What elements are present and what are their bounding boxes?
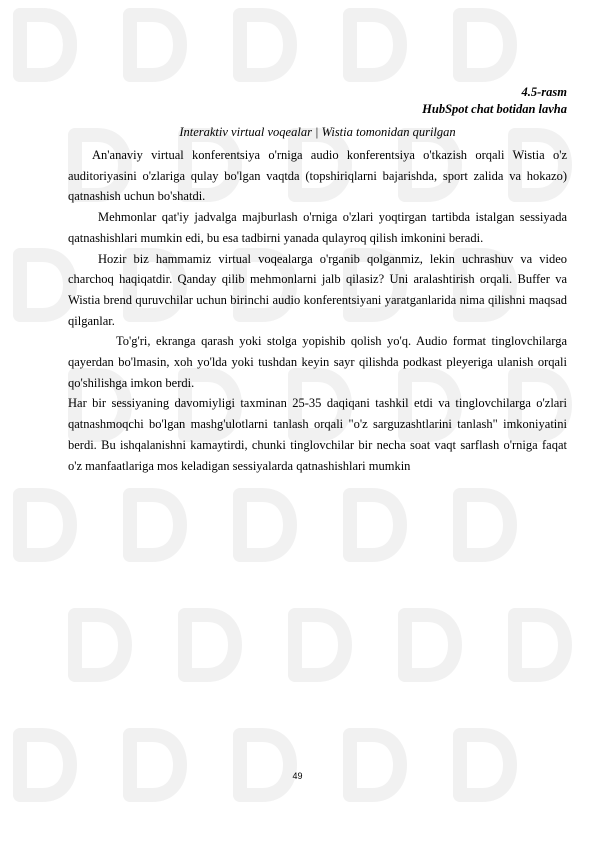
figure-title: HubSpot chat botidan lavha (422, 102, 567, 116)
paragraph-5: Har bir sessiyaning davomiyligi taxminan 25-35 daqiqani tashkil etdi va tinglovchilarga o'zlari qatnashmoqchi bo'lgan mashg'ulotlarni tanlash orqali "o'z sarguzashtlarini tanlash" imkoniyatini berdi. Bu ishqalanishni kamaytirdi, chunki tinglovchilar bir necha soat vaqt sarflash o'rniga faqat o'z manfaatlariga mos keladigan sessiyalarda qatnashishlari mumkin (68, 396, 567, 473)
paragraph-1: An'anaviy virtual konferentsiya o'rniga audio konferentsiya o'tkazish orqali Wistia o'z auditoriyasini o'zlariga qulay bo'lgan vaqtda (topshiriqlarni bajarishda, sport zalida va hokazo) qatnashish uchun bo'shatdi. (68, 148, 567, 204)
paragraph-4: To'g'ri, ekranga qarash yoki stolga yopishib qolish yo'q. Audio format tinglovchilarga qayerdan bo'lmasin, xoh yo'lda yoki tushdan keyin sayr qilishda podkast pleyeriga ulanish orqali qo'shilishga imkon berdi. (68, 334, 567, 390)
figure-subtitle: Interaktiv virtual voqealar | Wistia tomonidan qurilgan (179, 125, 456, 139)
document-body (68, 84, 567, 476)
paragraph-2: Mehmonlar qat'iy jadvalga majburlash o'rniga o'zlari yoqtirgan tartibda istalgan sessiyada qatnashishlari mumkin edi, bu esa tadbirni yanada qulayroq qilish imkonini beradi. (68, 210, 567, 245)
figure-label: 4.5-rasm (521, 85, 567, 99)
page-number: 49 (292, 771, 303, 781)
paragraph-3: Hozir biz hammamiz virtual voqealarga o'rganib qolganmiz, lekin uchrashuv va video charchoq haqiqatdir. Qanday qilib mehmonlarni jalb qilasiz? Uni aralashtirish orqali. Buffer va Wistia brend quruvchilar uchun birinchi audio konferentsiyani yaratganlarida nima qilishni maqsad qilganlar. (68, 251, 567, 328)
